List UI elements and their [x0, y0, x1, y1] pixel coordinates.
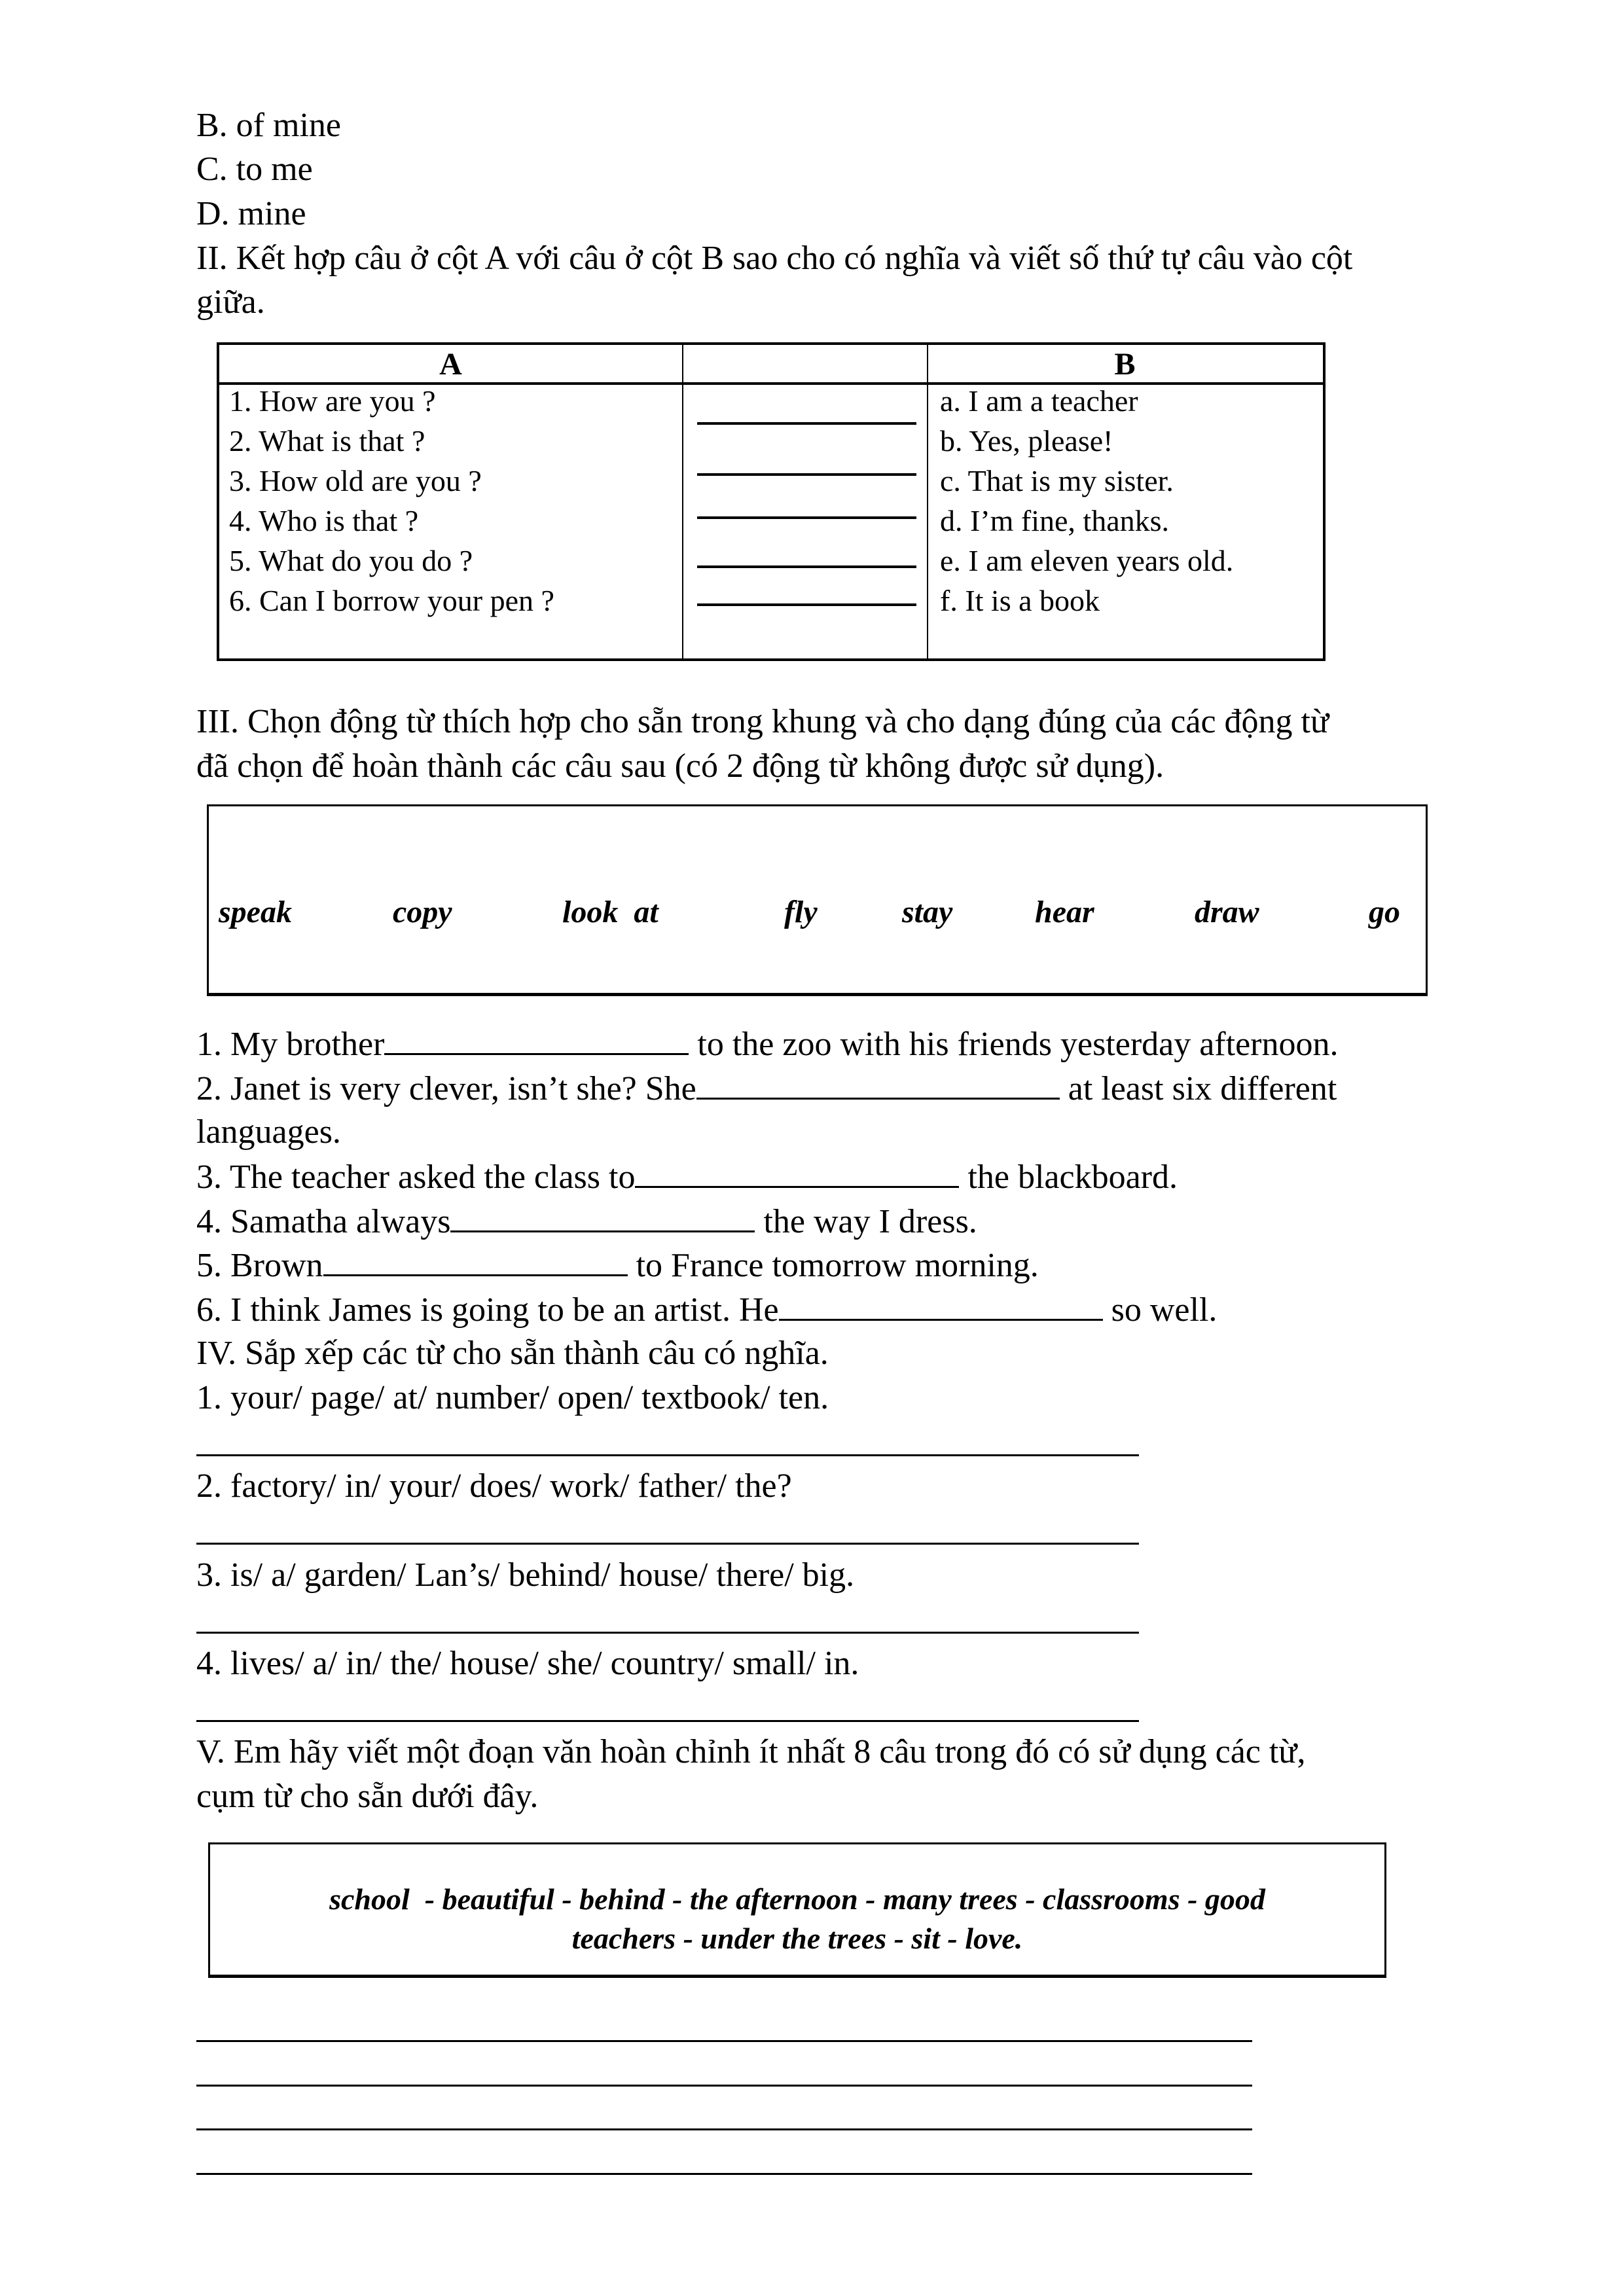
- option-d: D. mine: [196, 195, 306, 232]
- sentence-text: the blackboard.: [959, 1158, 1178, 1196]
- sentence-text: 4. Samatha always: [196, 1203, 451, 1240]
- sentence-text: so well.: [1102, 1291, 1218, 1329]
- header-a: A: [439, 347, 462, 382]
- sentence-6: [196, 1290, 1217, 1330]
- reorder-item-1: 1. your/ page/ at/ number/ open/ textbook/ ten.: [196, 1379, 829, 1416]
- sentence-text: 6. I think James is going to be an artist. He: [196, 1291, 779, 1329]
- reorder-item-4: 4. lives/ a/ in/ the/ house/ she/ country/ small/ in.: [196, 1645, 859, 1682]
- writing-line[interactable]: [196, 2040, 1252, 2042]
- sentence-text: 2. Janet is very clever, isn’t she? She: [196, 1070, 696, 1107]
- word-copy: copy: [393, 895, 452, 929]
- writing-line[interactable]: [196, 2128, 1252, 2130]
- section5-title-cont: cụm từ cho sẵn dưới đây.: [196, 1778, 539, 1815]
- blank-input[interactable]: [779, 1290, 1103, 1321]
- answer-line[interactable]: [196, 1543, 1139, 1545]
- section4-title: IV. Sắp xếp các từ cho sẵn thành câu có nghĩa.: [196, 1335, 829, 1372]
- section2-title: II. Kết hợp câu ở cột A với câu ở cột B sao cho có nghĩa và viết số thứ tự câu vào cột: [196, 240, 1353, 277]
- answer-f: f. It is a book: [940, 584, 1100, 617]
- sentence-2: [196, 1069, 1337, 1109]
- sentence-text: 1. My brother: [196, 1026, 385, 1063]
- words-line-2: teachers - under the trees - sit - love.: [571, 1922, 1023, 1955]
- sentence-3: [196, 1157, 1178, 1197]
- sentence-5: [196, 1246, 1039, 1285]
- word-stay: stay: [902, 895, 953, 929]
- answer-blank-3[interactable]: [697, 516, 916, 519]
- answer-line[interactable]: [196, 1720, 1139, 1722]
- question-2: 2. What is that ?: [229, 424, 425, 457]
- blank-input[interactable]: [450, 1202, 755, 1232]
- option-b: B. of mine: [196, 107, 341, 144]
- sentence-text: the way I dress.: [755, 1203, 977, 1240]
- section2-title-cont: giữa.: [196, 283, 265, 321]
- sentence-2-cont: languages.: [196, 1113, 341, 1151]
- answer-a: a. I am a teacher: [940, 384, 1138, 418]
- sentence-text: 5. Brown: [196, 1247, 323, 1284]
- blank-input[interactable]: [384, 1024, 689, 1055]
- section5-title: V. Em hãy viết một đoạn văn hoàn chỉnh ít nhất 8 câu trong đó có sử dụng các từ,: [196, 1733, 1306, 1770]
- sentence-text: to the zoo with his friends yesterday afternoon.: [689, 1026, 1339, 1063]
- reorder-item-3: 3. is/ a/ garden/ Lan’s/ behind/ house/ there/ big.: [196, 1556, 855, 1594]
- blank-input[interactable]: [696, 1069, 1060, 1100]
- answer-line[interactable]: [196, 1454, 1139, 1456]
- sentence-1: [196, 1024, 1338, 1064]
- word-fly: fly: [784, 895, 818, 929]
- answer-blank-1[interactable]: [697, 422, 916, 425]
- sentence-text: to France tomorrow morning.: [627, 1247, 1039, 1284]
- question-6: 6. Can I borrow your pen ?: [229, 584, 554, 617]
- question-3: 3. How old are you ?: [229, 464, 482, 497]
- word-speak: speak: [219, 895, 292, 929]
- writing-line[interactable]: [196, 2085, 1252, 2087]
- answer-b: b. Yes, please!: [940, 424, 1113, 457]
- answer-blank-5[interactable]: [697, 603, 916, 606]
- blank-input[interactable]: [323, 1246, 628, 1276]
- question-4: 4. Who is that ?: [229, 504, 419, 537]
- blank-input[interactable]: [635, 1157, 959, 1188]
- section3-title-cont: đã chọn để hoàn thành các câu sau (có 2 động từ không được sử dụng).: [196, 747, 1164, 785]
- words-line-1: school - beautiful - behind - the afternoon - many trees - classrooms - good: [329, 1882, 1265, 1916]
- sentence-text: at least six different: [1059, 1070, 1337, 1107]
- word-draw: draw: [1195, 895, 1259, 929]
- sentence-text: 3. The teacher asked the class to: [196, 1158, 636, 1196]
- answer-blank-2[interactable]: [697, 473, 916, 476]
- answer-d: d. I’m fine, thanks.: [940, 504, 1170, 537]
- word-look-at: look at: [562, 895, 659, 929]
- reorder-item-2: 2. factory/ in/ your/ does/ work/ father/ the?: [196, 1467, 792, 1505]
- question-1: 1. How are you ?: [229, 384, 436, 418]
- question-5: 5. What do you do ?: [229, 544, 473, 577]
- writing-line[interactable]: [196, 2173, 1252, 2175]
- word-go: go: [1369, 895, 1400, 929]
- answer-line[interactable]: [196, 1632, 1139, 1634]
- option-c: C. to me: [196, 151, 313, 188]
- header-b: B: [1114, 347, 1136, 382]
- answer-c: c. That is my sister.: [940, 464, 1174, 497]
- answer-blank-4[interactable]: [697, 565, 916, 568]
- sentence-4: [196, 1202, 977, 1242]
- word-hear: hear: [1035, 895, 1094, 929]
- answer-e: e. I am eleven years old.: [940, 544, 1234, 577]
- section3-title: III. Chọn động từ thích hợp cho sẵn trong khung và cho dạng đúng của các động từ: [196, 703, 1329, 740]
